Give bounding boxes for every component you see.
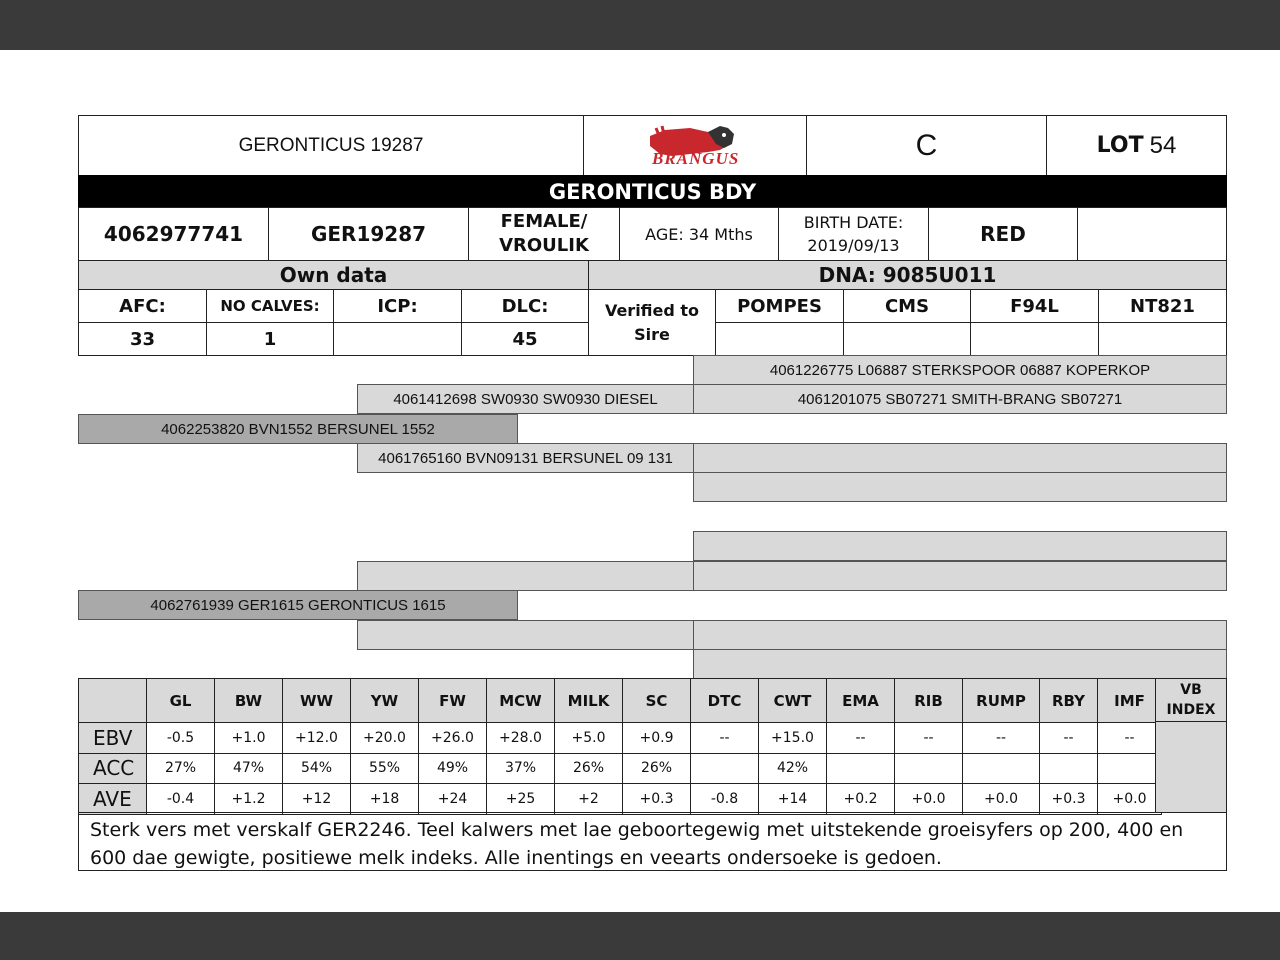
ebv-header-cell: DTC	[690, 678, 759, 723]
ebv-value-cell	[894, 753, 963, 785]
birth-date-cell	[778, 207, 929, 261]
comment-box: Sterk vers met verskalf GER2246. Teel kalwers met lae geboortegewig met uitstekende groeisyfers op 200, 400 en 600 dae gewigte, positiewe melk indeks. Alle inentings en veearts ondersoeke is gedoen.	[78, 812, 1227, 871]
ebv-header-cell: RIB	[894, 678, 963, 723]
ebv-value-cell	[962, 753, 1040, 785]
bottom-letterbox-bar	[0, 912, 1280, 960]
dlc-value: 45	[461, 322, 589, 356]
pedigree-dam: 4062761939 GER1615 GERONTICUS 1615	[78, 590, 518, 620]
afc-value: 33	[78, 322, 207, 356]
age-cell: AGE: 34 Mths	[619, 207, 779, 261]
ebv-row-label: AVE	[78, 783, 147, 815]
pedigree-dam-dam	[357, 620, 694, 650]
pedigree-dam-sire-sire	[693, 531, 1227, 561]
sex-line-1: FEMALE/	[500, 211, 588, 232]
brangus-logo	[583, 115, 807, 176]
pedigree-dam-sire	[357, 561, 694, 591]
animal-code: GER19287	[268, 207, 469, 261]
ebv-header-cell: IMF	[1097, 678, 1162, 723]
ebv-value-cell: +28.0	[486, 722, 555, 754]
ebv-header-cell: EMA	[826, 678, 895, 723]
birth-date-value: 2019/09/13	[807, 236, 900, 255]
ebv-value-cell	[826, 753, 895, 785]
ebv-value-cell: +5.0	[554, 722, 623, 754]
pedigree-sire-sire-sire: 4061226775 L06887 STERKSPOOR 06887 KOPERKOP	[693, 355, 1227, 385]
f94l-header: F94L	[970, 289, 1099, 323]
verified-to-sire	[588, 289, 716, 356]
ebv-header-cell: SC	[622, 678, 691, 723]
cms-header: CMS	[843, 289, 971, 323]
ebv-value-cell: --	[826, 722, 895, 754]
ebv-value-cell: 47%	[214, 753, 283, 785]
pedigree-sire-sire-dam: 4061201075 SB07271 SMITH-BRANG SB07271	[693, 384, 1227, 414]
ebv-header-cell: CWT	[758, 678, 827, 723]
vb-index-header	[1155, 678, 1227, 722]
pedigree-dam-dam-dam	[693, 649, 1227, 679]
ebv-value-cell: +18	[350, 783, 419, 815]
sex-line-2: VROULIK	[499, 235, 589, 256]
ebv-value-cell: --	[1039, 722, 1098, 754]
ebv-value-cell: +25	[486, 783, 555, 815]
grade-letter: C	[806, 115, 1047, 176]
vb-index-line-1: VB	[1180, 682, 1202, 698]
cms-value	[843, 322, 971, 356]
ebv-value-cell: 54%	[282, 753, 351, 785]
ebv-header-cell: RUMP	[962, 678, 1040, 723]
vb-index-value	[1155, 721, 1227, 813]
f94l-value	[970, 322, 1099, 356]
dna-title: DNA: 9085U011	[588, 260, 1227, 290]
sex-cell	[468, 207, 620, 261]
pedigree-sire-dam-dam	[693, 472, 1227, 502]
bull-icon	[620, 122, 770, 170]
ebv-value-cell: +0.9	[622, 722, 691, 754]
ebv-value-cell: --	[1097, 722, 1162, 754]
colour-cell: RED	[928, 207, 1078, 261]
pedigree-dam-dam-sire	[693, 620, 1227, 650]
no-calves-value: 1	[206, 322, 334, 356]
ebv-value-cell: +0.0	[1097, 783, 1162, 815]
afc-header: AFC:	[78, 289, 207, 323]
ebv-value-cell: +24	[418, 783, 487, 815]
ebv-value-cell: -0.5	[146, 722, 215, 754]
ebv-value-cell: +1.0	[214, 722, 283, 754]
birth-date-label: BIRTH DATE:	[803, 213, 904, 232]
ebv-header-cell: WW	[282, 678, 351, 723]
pedigree-sire-dam: 4061765160 BVN09131 BERSUNEL 09 131	[357, 443, 694, 473]
lot-cell	[1046, 115, 1227, 176]
ebv-value-cell: --	[962, 722, 1040, 754]
ebv-value-cell: +12.0	[282, 722, 351, 754]
ebv-header-cell: FW	[418, 678, 487, 723]
top-letterbox-bar	[0, 0, 1280, 50]
nt821-value	[1098, 322, 1227, 356]
nt821-header: NT821	[1098, 289, 1227, 323]
ebv-value-cell: +0.3	[1039, 783, 1098, 815]
no-calves-header: NO CALVES:	[206, 289, 334, 323]
ebv-value-cell: +0.0	[962, 783, 1040, 815]
ebv-value-cell: 26%	[622, 753, 691, 785]
ebv-value-cell: +26.0	[418, 722, 487, 754]
logo-wordmark: BRANGUS	[652, 148, 740, 168]
ebv-row-label: ACC	[78, 753, 147, 785]
ebv-header-cell: MCW	[486, 678, 555, 723]
id-extra-cell	[1077, 207, 1227, 261]
icp-value	[333, 322, 462, 356]
ebv-value-cell: -0.8	[690, 783, 759, 815]
pedigree-dam-sire-dam	[693, 561, 1227, 591]
pedigree-sire: 4062253820 BVN1552 BERSUNEL 1552	[78, 414, 518, 444]
ebv-value-cell: +0.3	[622, 783, 691, 815]
ebv-value-cell	[1097, 753, 1162, 785]
ebv-header-cell: YW	[350, 678, 419, 723]
ebv-header-cell: BW	[214, 678, 283, 723]
dlc-header: DLC:	[461, 289, 589, 323]
ebv-value-cell: +0.0	[894, 783, 963, 815]
verified-line-2: Sire	[634, 324, 670, 344]
ebv-header-cell: RBY	[1039, 678, 1098, 723]
ebv-value-cell: -0.4	[146, 783, 215, 815]
ebv-value-cell: 49%	[418, 753, 487, 785]
ebv-value-cell: 26%	[554, 753, 623, 785]
animal-title-bar: GERONTICUS BDY	[78, 175, 1227, 208]
ebv-value-cell: 27%	[146, 753, 215, 785]
ebv-value-cell	[690, 753, 759, 785]
ebv-value-cell: +15.0	[758, 722, 827, 754]
ebv-header-cell: MILK	[554, 678, 623, 723]
ebv-value-cell: +20.0	[350, 722, 419, 754]
ebv-value-cell: +14	[758, 783, 827, 815]
ebv-value-cell: 42%	[758, 753, 827, 785]
ebv-value-cell: +12	[282, 783, 351, 815]
registration-number: 4062977741	[78, 207, 269, 261]
lot-number: 54	[1149, 131, 1177, 159]
pompes-value	[715, 322, 844, 356]
verified-line-1: Verified to	[604, 300, 700, 320]
ebv-header-cell: GL	[146, 678, 215, 723]
ebv-value-cell: --	[894, 722, 963, 754]
pompes-header: POMPES	[715, 289, 844, 323]
ebv-corner-cell	[78, 678, 147, 723]
ebv-value-cell: +0.2	[826, 783, 895, 815]
ebv-row-label: EBV	[78, 722, 147, 754]
pedigree-sire-sire: 4061412698 SW0930 SW0930 DIESEL	[357, 384, 694, 414]
ebv-value-cell	[1039, 753, 1098, 785]
ebv-value-cell: +2	[554, 783, 623, 815]
lot-label: LOT	[1096, 133, 1144, 158]
header-animal-name: GERONTICUS 19287	[78, 115, 584, 176]
vb-index-line-2: INDEX	[1166, 702, 1216, 718]
icp-header: ICP:	[333, 289, 462, 323]
ebv-value-cell: +1.2	[214, 783, 283, 815]
ebv-value-cell: 55%	[350, 753, 419, 785]
ebv-value-cell: 37%	[486, 753, 555, 785]
pedigree-sire-dam-sire	[693, 443, 1227, 473]
own-data-title: Own data	[78, 260, 589, 290]
ebv-value-cell: --	[690, 722, 759, 754]
